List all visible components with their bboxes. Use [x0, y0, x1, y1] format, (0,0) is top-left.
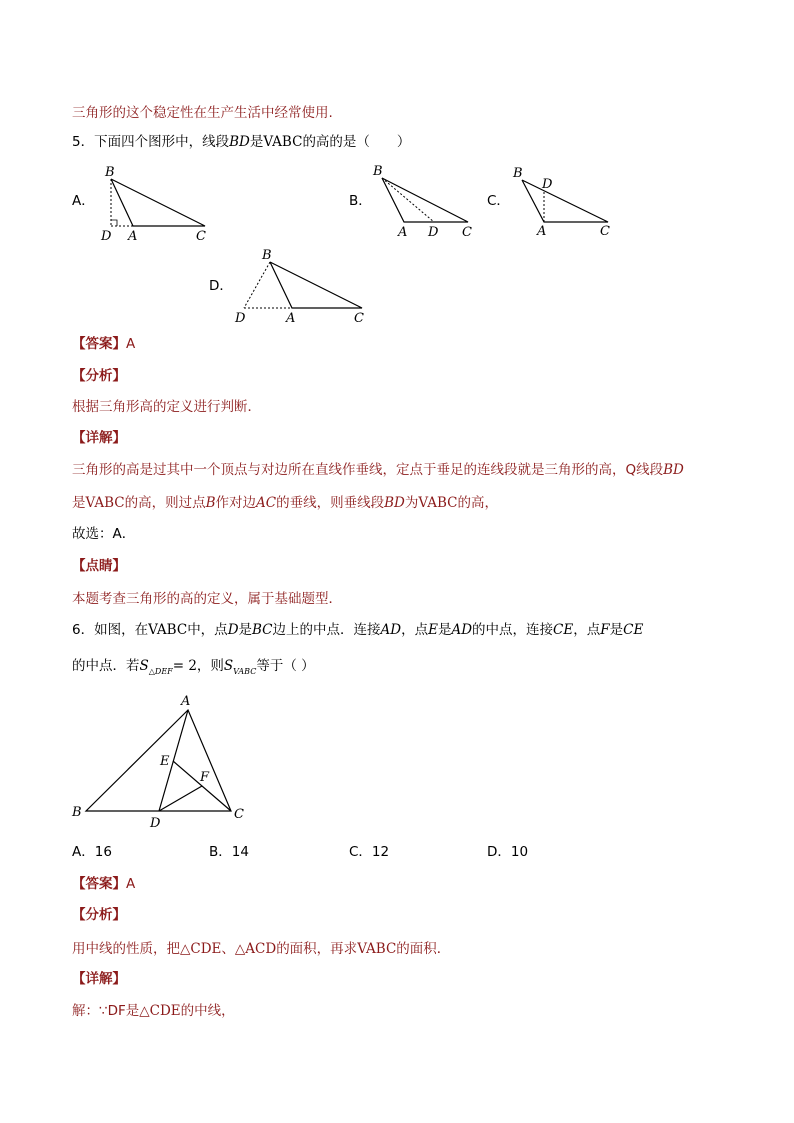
q5-option-b: B． — [349, 193, 372, 209]
q6-s17: 是 — [609, 622, 624, 638]
q6-l2c: △DEF — [148, 667, 173, 676]
q6-an1: 用中线的性质，把 — [72, 941, 180, 957]
q5-detail-2b: VABC — [85, 495, 125, 511]
q5-stem-text: 下面四个图形中，线段 — [94, 134, 230, 150]
q5-detail-2c: 的高，则过点 — [124, 495, 206, 511]
fig-a-label-c: C — [196, 229, 206, 244]
q6-s15: ，点 — [573, 622, 601, 638]
q6-l2g: VABC — [233, 667, 257, 676]
q6-d2: △CDE — [139, 1003, 181, 1019]
q6-label-c: C — [234, 807, 244, 822]
q5-detail-2f: AC — [256, 495, 277, 511]
q6-detail-tag: 【详解】 — [72, 971, 126, 987]
q6-l2b: S — [139, 658, 149, 674]
q6-s2: VABC — [148, 622, 188, 638]
q6-s12: AD — [451, 622, 473, 638]
q5-figure-c — [508, 162, 618, 242]
q6-s10: E — [428, 622, 438, 638]
fig-d-label-a: A — [286, 311, 296, 326]
fig-a-label-d: D — [101, 229, 112, 244]
fig-d-triangle — [270, 262, 362, 308]
q6-number: 6． — [72, 622, 95, 638]
q5-is: 是 — [249, 134, 264, 150]
q6-stem-line1 — [72, 620, 643, 640]
q5-tail: 的高的是（ ） — [302, 134, 411, 150]
fig-c-label-d: D — [542, 177, 553, 192]
q6-s18: CE — [623, 622, 644, 638]
q6-answer — [72, 874, 135, 894]
q6-l2e: ，则 — [196, 658, 224, 674]
q6-label-f: F — [200, 770, 210, 785]
q5-answer-value: A — [126, 336, 136, 352]
fig-c-label-c: C — [600, 224, 610, 239]
q5-detail-line1 — [72, 460, 684, 480]
q5-comment: 本题考查三角形的高的定义，属于基础题型． — [72, 591, 342, 607]
q6-label-b: B — [72, 805, 82, 820]
q6-s9: ，点 — [401, 622, 429, 638]
q6-an3: 、 — [221, 941, 235, 957]
fig-d-label-c: C — [354, 311, 364, 326]
q6-s11: 是 — [437, 622, 452, 638]
q5-stem — [72, 132, 410, 152]
q5-analysis-tag: 【分析】 — [72, 368, 126, 384]
q6-s8: AD — [380, 622, 402, 638]
q5-answer — [72, 334, 135, 354]
q5-detail-tag: 【详解】 — [72, 430, 126, 446]
fig-c-label-a: A — [537, 224, 547, 239]
q6-label-a: A — [181, 694, 191, 709]
q6-label-e: E — [160, 754, 170, 769]
fig-b-label-a: A — [398, 225, 408, 240]
q6-s7: 边上的中点．连接 — [272, 622, 381, 638]
q5-option-c: C． — [487, 193, 510, 209]
q5-analysis: 根据三角形高的定义进行判断． — [72, 399, 261, 415]
q6-l2d: = 2 — [172, 658, 197, 674]
q5-detail-2h: BD — [384, 495, 405, 511]
fig-c-triangle — [522, 180, 608, 222]
fig-d-label-b: B — [262, 248, 272, 263]
fig-a-right-angle — [111, 220, 117, 226]
q5-detail-2j: VABC — [418, 495, 458, 511]
q5-detail-2k: 的高， — [457, 495, 498, 511]
q5-figure-b — [365, 160, 480, 242]
q6-d1: 解：∵DF是 — [72, 1003, 140, 1019]
q6-an4: △ACD — [234, 941, 277, 957]
fig-a-label-a: A — [128, 229, 138, 244]
q6-option-c: C．12 — [349, 844, 390, 860]
fig-b-label-b: B — [373, 164, 383, 179]
q5-comment-tag: 【点睛】 — [72, 558, 126, 574]
q6-analysis — [72, 939, 450, 959]
q5-detail-2e: 作对边 — [215, 495, 257, 511]
fig-b-label-c: C — [462, 225, 472, 240]
fig-d-segment — [244, 262, 270, 308]
fig-c-label-b: B — [513, 166, 523, 181]
q6-s4: D — [227, 622, 239, 638]
q6-l2h: 等于（ ） — [256, 658, 315, 674]
q6-stem-line2 — [72, 656, 315, 682]
q6-label-d: D — [150, 816, 161, 831]
q6-an6: VABC — [357, 941, 397, 957]
q6-d3: 的中线， — [180, 1003, 235, 1019]
q6-s14: CE — [553, 622, 574, 638]
q6-answer-value: A — [126, 876, 136, 892]
q6-s1: 如图，在 — [94, 622, 149, 638]
q5-detail-2a: 是 — [72, 495, 86, 511]
q6-answer-tag: 【答案】 — [72, 876, 126, 892]
fig-b-triangle — [382, 178, 468, 222]
q5-figure-a — [95, 162, 220, 244]
q5-answer-tag: 【答案】 — [72, 336, 126, 352]
q6-s3: 中，点 — [187, 622, 228, 638]
q5-choose: 故选：A． — [72, 526, 136, 542]
q6-an5: 的面积，再求 — [276, 941, 358, 957]
q5-detail-2d: B — [205, 495, 216, 511]
intro-text: 三角形的这个稳定性在生产生活中经常使用. — [72, 105, 333, 121]
q6-triangle-abc — [86, 710, 231, 811]
q6-detail-line1 — [72, 1001, 235, 1021]
fig-b-label-d: D — [428, 225, 439, 240]
q5-option-d: D． — [209, 278, 233, 294]
q6-s16: F — [600, 622, 610, 638]
q5-figure-d — [232, 245, 372, 327]
q6-s6: BC — [252, 622, 273, 638]
q5-detail-1a: 三角形的高是过其中一个顶点与对边所在直线作垂线，定点于垂足的连线段就是三角形的高， — [72, 462, 626, 478]
q6-analysis-tag: 【分析】 — [72, 907, 126, 923]
q6-l2f: S — [223, 658, 234, 674]
fig-d-label-d: D — [235, 311, 246, 326]
q5-option-a: A． — [72, 193, 95, 209]
q5-detail-2i: 为 — [404, 495, 419, 511]
q6-l2a: 的中点．若 — [72, 658, 140, 674]
q6-an7: 的面积． — [396, 941, 451, 957]
q6-option-b: B．14 — [209, 844, 249, 860]
q5-seg: BD — [229, 134, 250, 150]
q6-s13: 的中点，连接 — [472, 622, 554, 638]
q6-an2: △CDE — [180, 941, 222, 957]
q5-detail-2g: 的垂线，则垂线段 — [276, 495, 385, 511]
q6-figure — [66, 690, 266, 835]
fig-a-triangle — [111, 179, 205, 226]
q6-option-d: D．10 — [487, 844, 529, 860]
fig-a-label-b: B — [105, 165, 115, 180]
q5-number: 5． — [72, 134, 95, 150]
q5-detail-1c: BD — [663, 462, 684, 478]
q5-detail-line2 — [72, 493, 498, 513]
q5-tri: VABC — [263, 134, 303, 150]
q5-detail-1b: Q线段 — [625, 462, 664, 478]
q6-s5: 是 — [238, 622, 253, 638]
q6-option-a: A．16 — [72, 844, 112, 860]
